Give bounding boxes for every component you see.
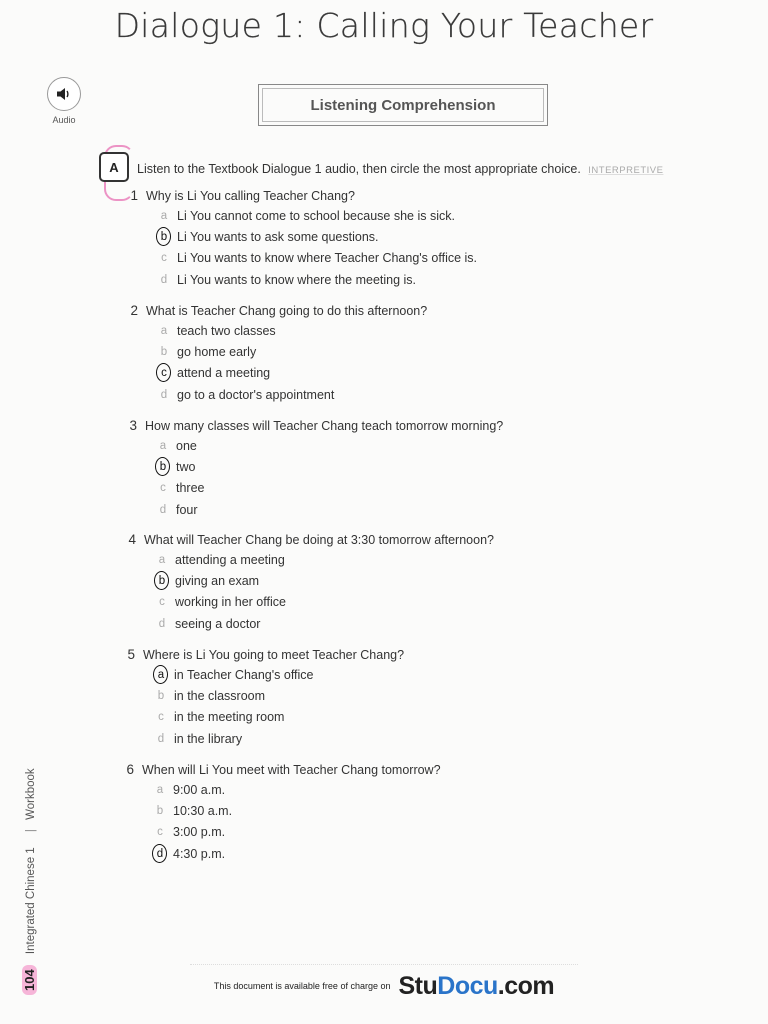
option-list <box>154 664 768 749</box>
question-header <box>114 762 768 777</box>
question-item <box>116 532 768 634</box>
option-text: in the meeting room <box>174 710 285 725</box>
question-number: 1 <box>130 188 138 203</box>
option-letter[interactable]: c <box>161 252 167 265</box>
option-letter[interactable]: b <box>157 231 171 243</box>
question-header <box>117 418 768 433</box>
question-number: 2 <box>130 303 138 318</box>
question-header <box>118 303 768 318</box>
book-kind: Workbook <box>25 768 37 820</box>
answer-option[interactable] <box>156 499 768 520</box>
answer-option[interactable] <box>157 363 768 384</box>
option-letter[interactable]: a <box>158 553 166 566</box>
audio-label: Audio <box>52 115 76 125</box>
answer-option[interactable] <box>153 779 768 800</box>
question-header <box>116 532 768 547</box>
option-text: in the library <box>174 731 243 746</box>
page-title: Dialogue 1: Calling Your Teacher <box>114 6 654 45</box>
section-header-box <box>258 84 548 126</box>
question-number: 5 <box>127 647 135 662</box>
answer-option[interactable] <box>157 341 768 362</box>
answer-option[interactable] <box>157 205 768 226</box>
answer-option[interactable] <box>153 822 768 843</box>
footer-note: This document is available free of charge on <box>213 981 391 991</box>
option-text: Li You wants to know where Teacher Chang's office is. <box>177 251 478 266</box>
question-header <box>115 647 768 662</box>
option-list <box>157 320 768 405</box>
option-letter[interactable]: b <box>156 804 164 817</box>
brand-part-3: .com <box>497 971 555 1000</box>
instruction-body: Listen to the Textbook Dialogue 1 audio, then circle the most appropriate choice. <box>137 162 581 176</box>
option-letter[interactable]: d <box>160 273 168 286</box>
answer-option[interactable] <box>153 843 768 864</box>
option-letter[interactable]: a <box>160 324 168 337</box>
answer-option[interactable] <box>157 320 768 341</box>
answer-option[interactable] <box>154 707 768 728</box>
answer-option[interactable] <box>155 570 768 591</box>
page-number: 104 <box>22 965 37 995</box>
question-item <box>117 418 768 520</box>
audio-control[interactable] <box>46 77 82 125</box>
answer-option[interactable] <box>157 384 768 405</box>
option-letter[interactable]: b <box>156 461 170 473</box>
option-text: teach two classes <box>177 323 276 338</box>
option-letter[interactable]: c <box>160 482 166 495</box>
option-text: working in her office <box>175 595 286 610</box>
option-letter[interactable]: c <box>159 596 165 609</box>
question-item <box>114 762 768 864</box>
option-letter[interactable]: b <box>160 345 168 358</box>
option-text: 10:30 a.m. <box>173 803 233 818</box>
answer-option[interactable] <box>153 800 768 821</box>
option-letter[interactable]: a <box>159 439 167 452</box>
speaker-icon[interactable] <box>47 77 81 111</box>
section-title: Listening Comprehension <box>262 88 544 122</box>
option-text: 9:00 a.m. <box>173 782 226 797</box>
option-letter[interactable]: d <box>153 848 167 860</box>
option-letter[interactable]: a <box>156 783 164 796</box>
question-text: What is Teacher Chang going to do this afternoon? <box>146 304 428 318</box>
option-text: attending a meeting <box>175 552 285 567</box>
question-text: What will Teacher Chang be doing at 3:30 tomorrow afternoon? <box>144 533 494 547</box>
option-letter[interactable]: c <box>157 826 163 839</box>
option-text: go home early <box>177 344 257 359</box>
footer-banner[interactable] <box>190 964 578 1007</box>
answer-option[interactable] <box>157 248 768 269</box>
mode-tag: INTERPRETIVE <box>588 165 664 176</box>
answer-option[interactable] <box>157 269 768 290</box>
option-list <box>155 549 768 634</box>
side-label <box>22 768 37 995</box>
book-title: Integrated Chinese 1 <box>25 847 37 955</box>
option-text: Li You wants to know where the meeting is. <box>177 272 417 287</box>
option-text: one <box>176 438 197 453</box>
part-label: A <box>99 152 129 182</box>
question-header <box>118 188 768 203</box>
side-separator: | <box>25 829 37 833</box>
option-letter[interactable]: c <box>158 711 164 724</box>
question-item <box>118 303 768 405</box>
brand-logo[interactable] <box>398 972 554 1001</box>
question-item <box>115 647 768 749</box>
answer-option[interactable] <box>154 664 768 685</box>
question-number: 4 <box>128 532 136 547</box>
option-list <box>153 779 768 864</box>
option-text: in the classroom <box>174 688 266 703</box>
option-text: three <box>176 481 205 496</box>
option-letter[interactable]: c <box>157 367 171 379</box>
answer-option[interactable] <box>155 549 768 570</box>
option-list <box>156 435 768 520</box>
option-text: four <box>176 502 198 517</box>
brand-part-1: Stu <box>398 971 438 1000</box>
option-text: Li You cannot come to school because she is sick. <box>177 208 455 223</box>
option-text: in Teacher Chang's office <box>174 667 314 682</box>
question-item <box>118 188 768 290</box>
option-text: go to a doctor's appointment <box>177 387 335 402</box>
option-text: seeing a doctor <box>175 616 261 631</box>
answer-option[interactable] <box>156 456 768 477</box>
option-letter[interactable]: a <box>154 669 168 681</box>
option-text: attend a meeting <box>177 366 271 381</box>
option-text: 3:00 p.m. <box>173 825 226 840</box>
option-letter[interactable]: b <box>157 689 165 702</box>
question-text: When will Li You meet with Teacher Chang tomorrow? <box>142 763 441 777</box>
option-letter[interactable]: d <box>159 503 167 516</box>
option-letter[interactable]: b <box>155 575 169 587</box>
option-letter[interactable]: d <box>158 617 166 630</box>
option-text: giving an exam <box>175 573 260 588</box>
answer-option[interactable] <box>157 226 768 247</box>
option-letter[interactable]: a <box>160 209 168 222</box>
answer-option[interactable] <box>155 613 768 634</box>
option-list <box>157 205 768 290</box>
option-text: Li You wants to ask some questions. <box>177 229 379 244</box>
instruction-text <box>137 162 663 176</box>
option-letter[interactable]: d <box>160 388 168 401</box>
question-number: 3 <box>129 418 137 433</box>
question-text: Where is Li You going to meet Teacher Chang? <box>143 648 405 662</box>
option-text: two <box>176 459 196 474</box>
answer-option[interactable] <box>156 435 768 456</box>
answer-option[interactable] <box>155 592 768 613</box>
question-text: How many classes will Teacher Chang teach tomorrow morning? <box>145 419 504 433</box>
answer-option[interactable] <box>154 685 768 706</box>
question-text: Why is Li You calling Teacher Chang? <box>146 189 355 203</box>
option-text: 4:30 p.m. <box>173 846 226 861</box>
question-number: 6 <box>126 762 134 777</box>
brand-part-2: Docu <box>437 971 498 1000</box>
answer-option[interactable] <box>154 728 768 749</box>
option-letter[interactable]: d <box>157 732 165 745</box>
answer-option[interactable] <box>156 478 768 499</box>
